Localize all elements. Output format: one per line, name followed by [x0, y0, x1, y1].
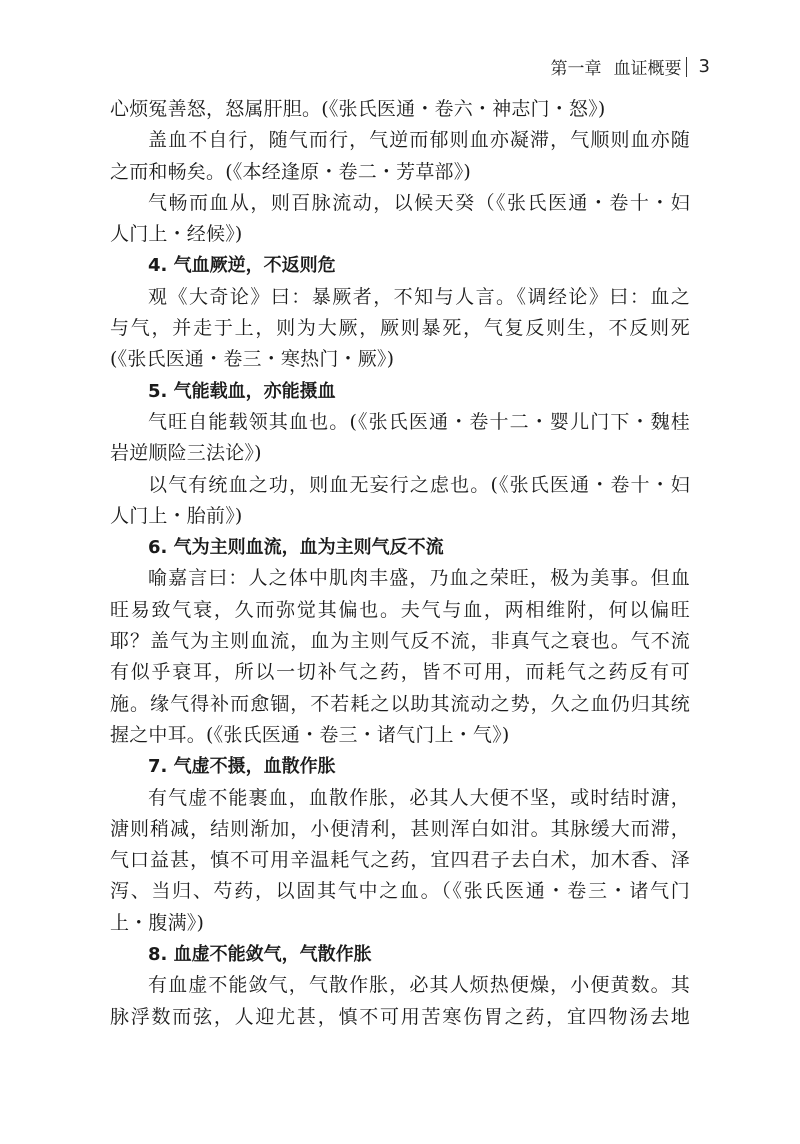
section-heading: 8. 血虚不能敛气，气散作胀 — [148, 944, 372, 966]
section-heading: 7. 气虚不摄，血散作胀 — [148, 756, 336, 778]
body-text-line: 脉浮数而弦，人迎尤甚，慎不可用苦寒伤胃之药，宜四物汤去地 — [110, 1005, 690, 1028]
chapter-label: 第一章 — [550, 59, 602, 79]
section-heading: 5. 气能载血，亦能摄血 — [148, 380, 336, 402]
body-text-line: 与气，并走于上，则为大厥，厥则暴死，气复反则生，不反则死 — [110, 317, 690, 340]
section-heading: 6. 气为主则血流，血为主则气反不流 — [148, 537, 444, 559]
body-text-line: 溏则稍减，结则渐加，小便清利，甚则浑白如泔。其脉缓大而滞， — [110, 817, 690, 840]
body-text-line: 心烦冤善怒，怒属肝胆。(《张氏医通・卷六・神志门・怒》) — [110, 98, 606, 120]
body-text-line: 握之中耳。(《张氏医通・卷三・诸气门上・气》) — [110, 723, 510, 746]
body-text-line: 有似乎衰耳，所以一切补气之药，皆不可用，而耗气之药反有可 — [110, 661, 690, 684]
page-body — [110, 94, 690, 1033]
body-text-line: 耶？盖气为主则血流，血为主则气反不流，非真气之衰也。气不流 — [110, 630, 690, 653]
body-text-line: 人门上・经候》) — [110, 223, 243, 246]
body-text-line: 有血虚不能敛气，气散作胀，必其人烦热便燥，小便黄数。其 — [148, 974, 690, 997]
body-text-line: 岩逆顺险三法论》) — [110, 442, 262, 465]
chapter-title: 血证概要 — [613, 59, 682, 79]
body-text-line: 上・腹满》) — [110, 911, 205, 934]
body-text-line: 喻嘉言曰：人之体中肌肉丰盛，乃血之荣旺，极为美事。但血 — [148, 567, 690, 590]
body-text-line: 人门上・胎前》) — [110, 504, 243, 527]
body-text-line: 施。缘气得补而愈锢，不若耗之以助其流动之势，久之血仍归其统 — [110, 692, 690, 715]
body-text-line: (《张氏医通・卷三・寒热门・厥》) — [110, 348, 395, 371]
body-text-line: 有气虚不能裹血，血散作胀，必其人大便不坚，或时结时溏， — [148, 786, 690, 809]
body-text-line: 盖血不自行，随气而行，气逆而郁则血亦凝滞，气顺则血亦随 — [148, 129, 690, 152]
body-text-line: 旺易致气衰，久而弥觉其偏也。夫气与血，两相维附，何以偏旺 — [110, 598, 690, 621]
header-divider — [686, 57, 687, 77]
body-text-line: 以气有统血之功，则血无妄行之虑也。(《张氏医通・卷十・妇 — [148, 473, 690, 496]
body-text-line: 气口益甚，慎不可用辛温耗气之药，宜四君子去白术，加木香、泽 — [110, 849, 690, 872]
body-text-line: 泻、当归、芍药，以固其气中之血。（《张氏医通・卷三・诸气门 — [110, 880, 690, 903]
body-text-line: 之而和畅矣。(《本经逢原・卷二・芳草部》) — [110, 160, 472, 183]
section-heading: 4. 气血厥逆，不返则危 — [148, 255, 336, 277]
body-text-line: 气畅而血从，则百脉流动，以候天癸（《张氏医通・卷十・妇 — [148, 191, 690, 214]
page-number: 3 — [698, 56, 710, 77]
running-head — [551, 54, 710, 79]
body-text-line: 气旺自能载领其血也。(《张氏医通・卷十二・婴儿门下・魏桂 — [148, 410, 690, 433]
body-text-line: 观《大奇论》曰：暴厥者，不知与人言。《调经论》曰：血之 — [148, 285, 690, 308]
